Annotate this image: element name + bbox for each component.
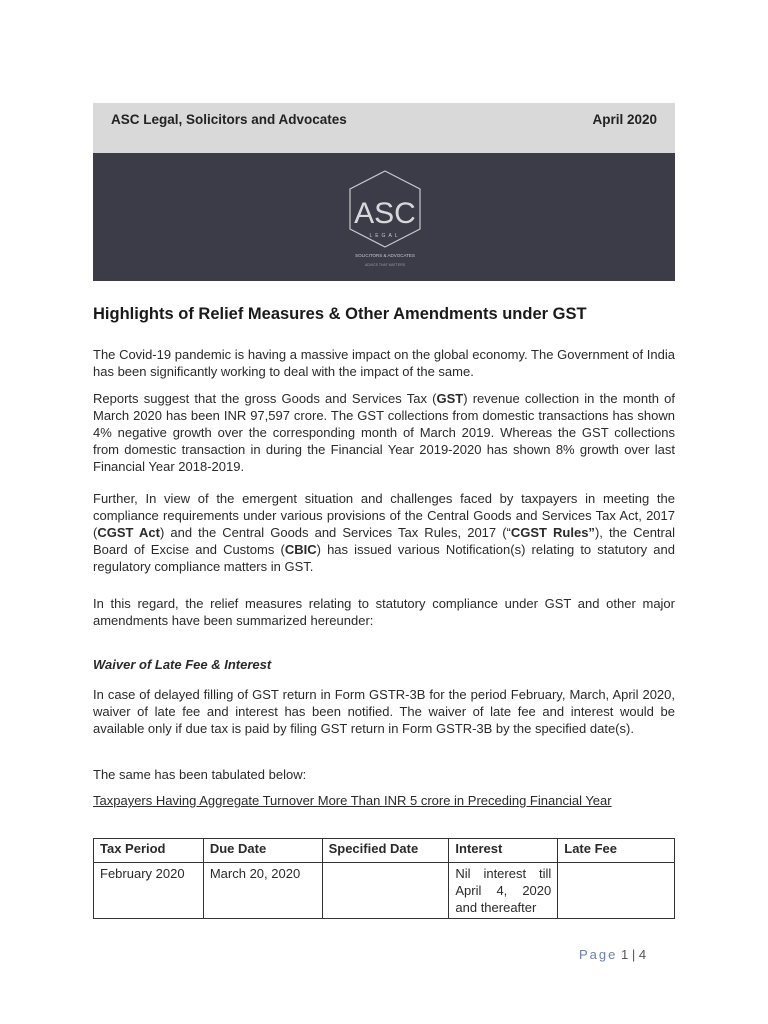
column-header: Interest	[449, 839, 558, 863]
logo-banner	[93, 153, 675, 281]
paragraph-revenue	[93, 390, 675, 475]
document-date: April 2020	[592, 112, 657, 127]
total-pages: 4	[638, 947, 647, 962]
table-caption: Taxpayers Having Aggregate Turnover More Than INR 5 crore in Preceding Financial Year	[93, 793, 612, 808]
table-cell	[558, 863, 675, 919]
page-footer	[579, 947, 646, 962]
bold-term: CGST Rules”	[510, 525, 595, 540]
text-run: ) has issued various Notification(s) relating to statutory and regulatory compliance matters in GST.	[93, 542, 675, 574]
text-run: ) revenue collection in the month of March 2020 has been INR 97,597 crore. The GST collections from domestic transactions has shown 4% negative growth over the corresponding month of March 2019. Whereas the GST collections from domestic transaction in during the Financial Year 2019-2020 has shown 8% growth over last Financial Year 2018-2019.	[93, 391, 676, 474]
column-header: Late Fee	[558, 839, 675, 863]
current-page: 1	[621, 947, 629, 962]
column-header: Tax Period	[94, 839, 204, 863]
paragraph-tabulated: The same has been tabulated below:	[93, 767, 307, 782]
paragraph-waiver: In case of delayed filling of GST return in Form GSTR-3B for the period February, March, April 2020, waiver of late fee and interest has been notified. The waiver of late fee and interest would be available only if due tax is paid by filing GST return in Form GSTR-3B by the specified date(s).	[93, 687, 675, 736]
bold-term: CBIC	[284, 542, 317, 557]
page-label: Page	[579, 947, 618, 962]
table-cell: Nil interest till April 4, 2020 and thereafter	[449, 863, 558, 919]
text-run: ) and the Central Goods and Services Tax Rules, 2017 (“	[159, 525, 511, 540]
document-header	[93, 103, 675, 153]
firm-logo	[344, 167, 426, 271]
text-run: ), the Central Board of Excise and Customs (	[93, 525, 675, 557]
text-run: Reports suggest that the gross Goods and Services Tax (	[93, 391, 437, 406]
text-run: Further, In view of the emergent situation and challenges faced by taxpayers in meeting the compliance requirements under various provisions of the Central Goods and Services Tax Act, 2017 (	[93, 491, 675, 540]
page-divider: |	[631, 947, 639, 962]
logo-motto: ADVICE THAT MATTERS	[364, 263, 406, 267]
paragraph-intro: The Covid-19 pandemic is having a massive impact on the global economy. The Government of India has been significantly working to deal with the impact of the same.	[93, 347, 675, 379]
logo-sub-text: LEGAL	[369, 233, 401, 239]
table-cell: March 20, 2020	[203, 863, 322, 919]
bold-term: GST	[436, 391, 464, 406]
paragraph-summary: In this regard, the relief measures relating to statutory compliance under GST and other major amendments have been summarized hereunder:	[93, 596, 675, 628]
bold-term: CGST Act	[97, 525, 160, 540]
section-heading: Waiver of Late Fee & Interest	[93, 657, 272, 672]
paragraph-context	[93, 490, 675, 575]
column-header: Due Date	[203, 839, 322, 863]
table-header-row	[94, 839, 675, 863]
column-header: Specified Date	[322, 839, 449, 863]
table-cell: February 2020	[94, 863, 204, 919]
logo-tagline: SOLICITORS & ADVOCATES	[355, 253, 415, 258]
waiver-table	[93, 838, 675, 919]
logo-main-text: ASC	[354, 197, 416, 230]
table-row	[94, 863, 675, 919]
document-title: Highlights of Relief Measures & Other Amendments under GST	[93, 305, 587, 323]
firm-name: ASC Legal, Solicitors and Advocates	[111, 112, 347, 127]
table-cell	[322, 863, 449, 919]
